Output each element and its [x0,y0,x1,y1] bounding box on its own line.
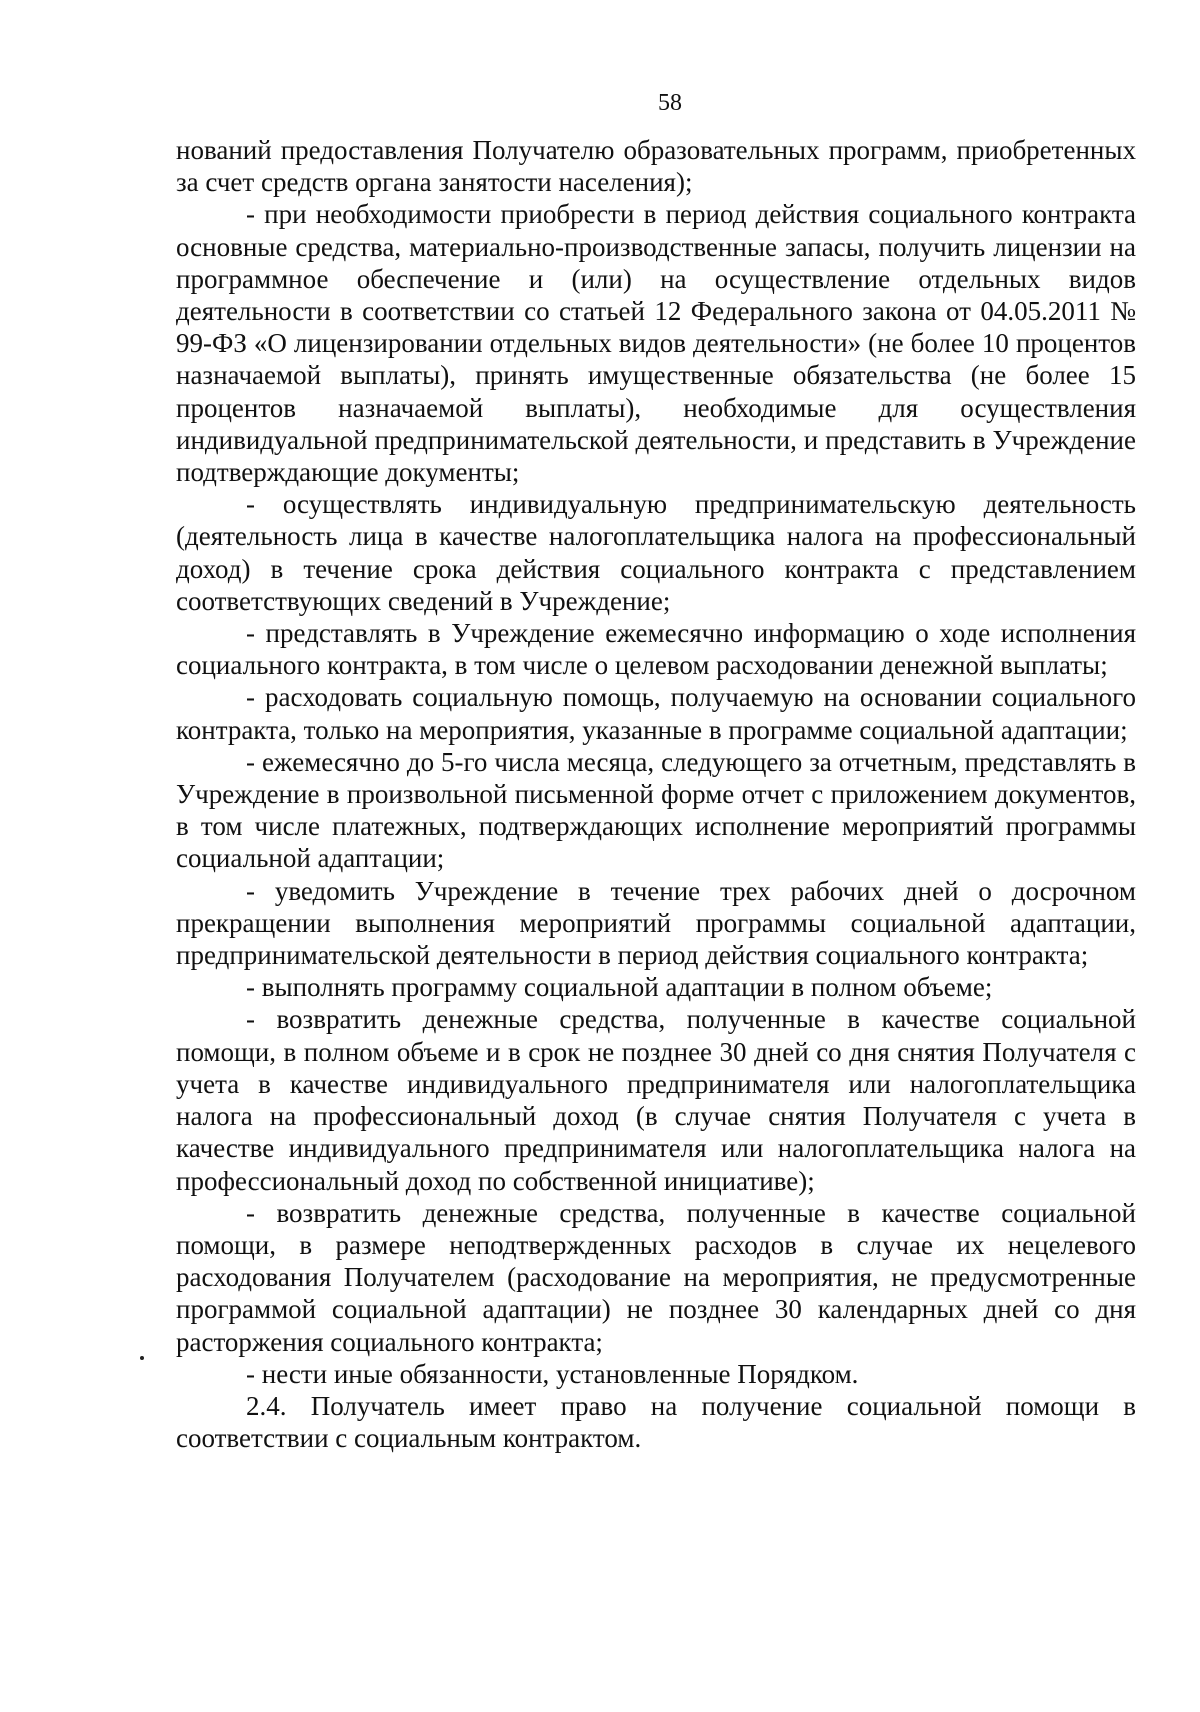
page-number: 58 [658,90,682,116]
paragraph-spend-assistance: - расходовать социальную помощь, получаемую на основании социального контракта, только на мероприятия, указанные в программе социальной адаптации; [176,682,1136,745]
paragraph-conduct-business: - осуществлять индивидуальную предпринимательскую деятельность (деятельность лица в качестве налогоплательщика налога на профессиональный доход) в течение срока действия социального контракта с представлением соответствующих сведений в Учреждение; [176,489,1136,616]
paragraph-notify-termination: - уведомить Учреждение в течение трех рабочих дней о досрочном прекращении выполнения мероприятий программы социальной адаптации, предпринимательской деятельности в период действия социального контракта; [176,875,1136,971]
scan-dot [140,1356,144,1360]
paragraph-monthly-report: - ежемесячно до 5-го числа месяца, следующего за отчетным, представлять в Учреждение в произвольной письменной форме отчет с приложением документов, в том числе платежных, подтверждающих исполнение мероприятий программы социальной адаптации; [176,746,1136,874]
paragraph-acquire-assets: - при необходимости приобрести в период действия социального контракта основные средства, материально-производственные запасы, получить лицензии на программное обеспечение и (или) на осуществление отдельных видов деятельности в соответствии со статьей 12 Федерального закона от 04.05.2011 № 99-ФЗ «О лицензировании отдельных видов деятельности» (не более 10 процентов назначаемой выплаты), принять имущественные обязательства (не более 15 процентов назначаемой выплаты), необходимые для осуществления индивидуальной предпринимательской деятельности, и представить в Учреждение подтверждающие документы; [176,199,1136,488]
paragraph-continuation: нований предоставления Получателю образовательных программ, приобретенных за счет средств органа занятости населения); [176,135,1136,198]
paragraph-complete-program: - выполнять программу социальной адаптации в полном объеме; [246,972,993,1003]
document-body [176,134,1136,1454]
paragraph-return-funds-misuse: - возвратить денежные средства, полученные в качестве социальной помощи, в размере неподтвержденных расходов в случае их нецелевого расходования Получателем (расходование на мероприятия, не предусмотренные программой социальной адаптации) не позднее 30 календарных дней со дня расторжения социального контракта; [176,1197,1136,1357]
paragraph-monthly-information: - представлять в Учреждение ежемесячно информацию о ходе исполнения социального контракта, в том числе о целевом расходовании денежной выплаты; [176,618,1136,681]
paragraph-other-obligations: - нести иные обязанности, установленные Порядком. [246,1358,859,1389]
paragraph-return-funds-deregistration: - возвратить денежные средства, полученные в качестве социальной помощи, в полном объеме и в срок не позднее 30 дней со дня снятия Получателя с учета в качестве индивидуального предпринимателя или налогоплательщика налога на профессиональный доход (в случае снятия Получателя с учета в качестве индивидуального предпринимателя или налогоплательщика налога на профессиональный доход по собственной инициативе); [176,1004,1136,1196]
paragraph-section-2-4: 2.4. Получатель имеет право на получение социальной помощи в соответствии с социальным контрактом. [176,1390,1136,1454]
